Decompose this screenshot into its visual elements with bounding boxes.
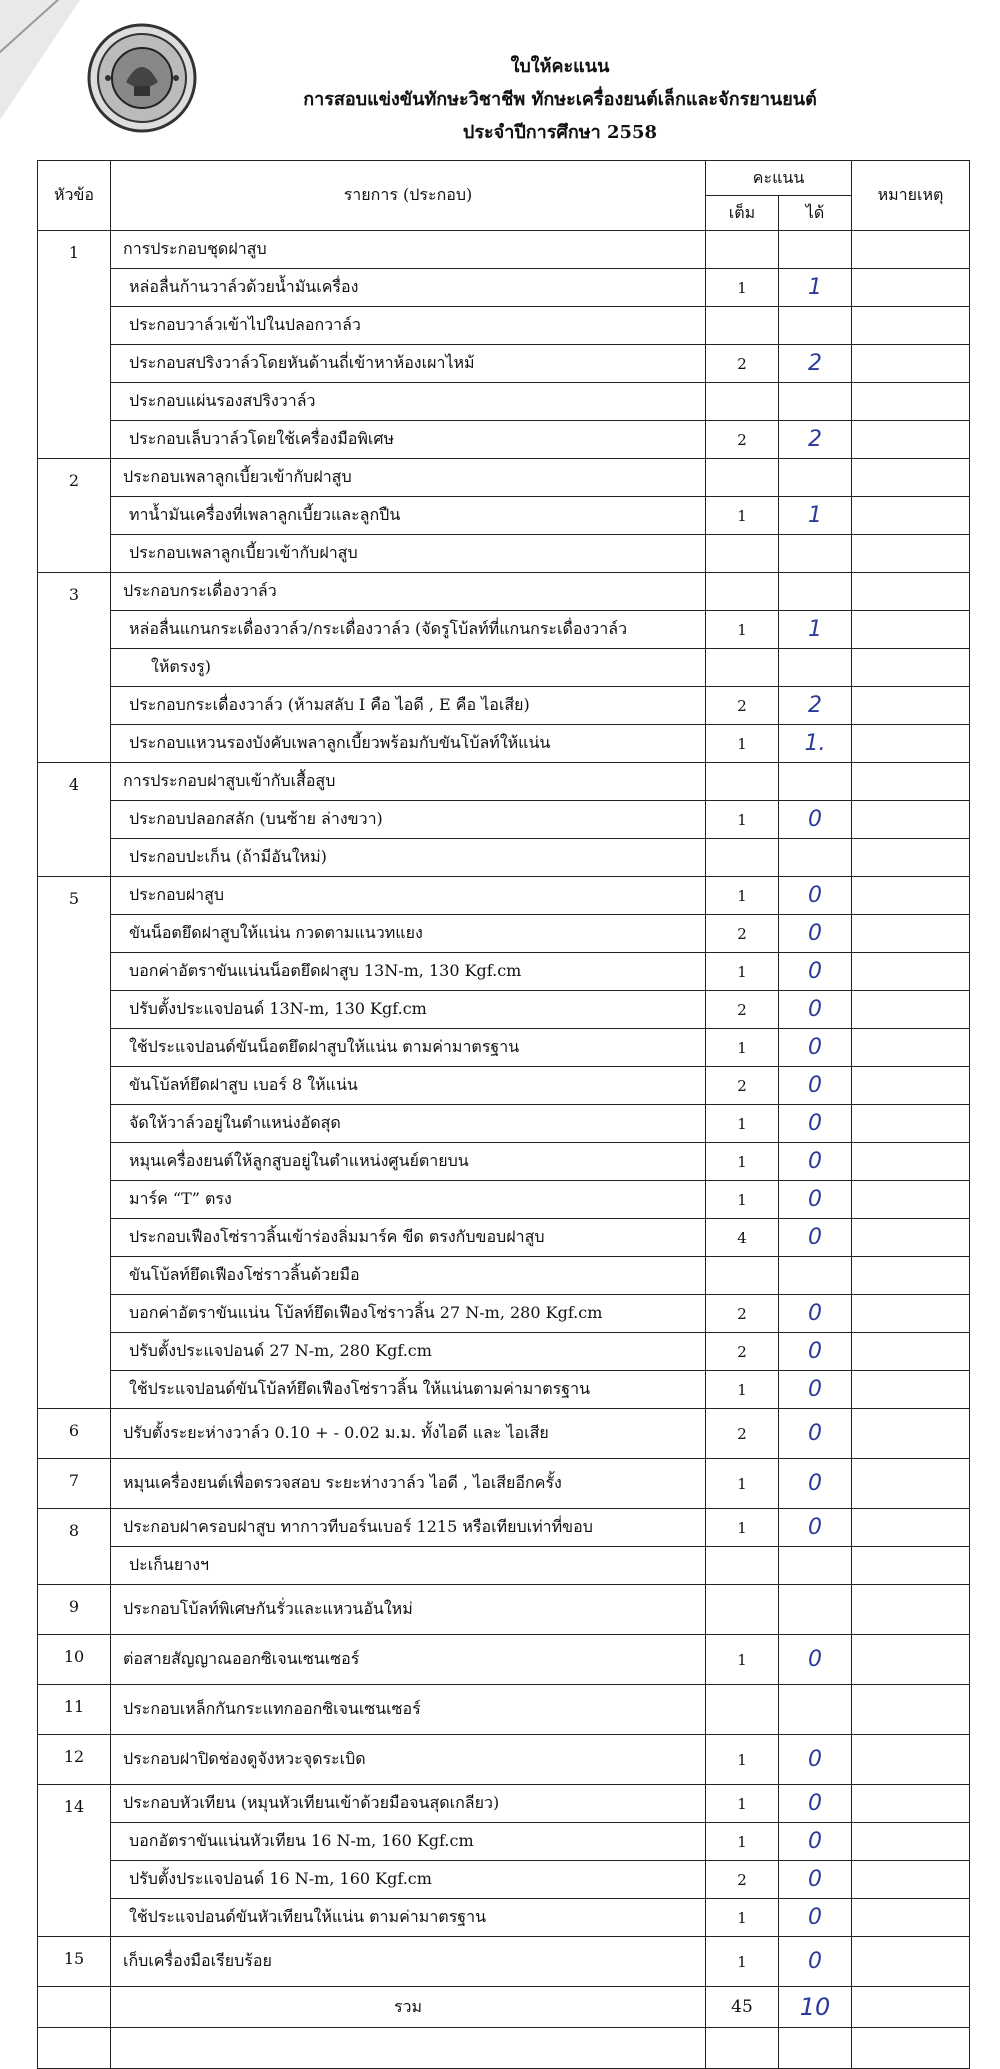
header-item: รายการ (ประกอบ) bbox=[111, 161, 706, 231]
row-note bbox=[852, 1685, 970, 1735]
table-row bbox=[38, 1547, 970, 1585]
table-row bbox=[38, 1635, 970, 1685]
row-full-score: 1 bbox=[706, 1459, 779, 1509]
table-row bbox=[38, 1219, 970, 1257]
row-item-text: ใช้ประแจปอนด์ขันน็อตยึดฝาสูบให้แน่น ตามค่ามาตรฐาน bbox=[111, 1029, 706, 1067]
row-note bbox=[852, 839, 970, 877]
table-row bbox=[38, 1333, 970, 1371]
row-obtained-score bbox=[779, 1547, 852, 1585]
row-item-text: ประกอบปะเก็น (ถ้ามีอันใหม่) bbox=[111, 839, 706, 877]
row-item-text: ประกอบแหวนรองบังคับเพลาลูกเบี้ยวพร้อมกับขันโบ้ลท์ให้แน่น bbox=[111, 725, 706, 763]
row-full-score bbox=[706, 763, 779, 801]
row-item-text: ปรับตั้งประแจปอนด์ 27 N-m, 280 Kgf.cm bbox=[111, 1333, 706, 1371]
row-note bbox=[852, 915, 970, 953]
row-obtained-score bbox=[779, 839, 852, 877]
row-item-text: ประกอบสปริงวาล์วโดยหันด้านถี่เข้าหาห้องเผาไหม้ bbox=[111, 345, 706, 383]
row-full-score: 1 bbox=[706, 877, 779, 915]
row-item-text: ประกอบวาล์วเข้าไปในปลอกวาล์ว bbox=[111, 307, 706, 345]
row-obtained-score: 0 bbox=[779, 1735, 852, 1785]
table-row bbox=[38, 649, 970, 687]
row-item-text: ขันน็อตยึดฝาสูบให้แน่น กวดตามแนวทแยง bbox=[111, 915, 706, 953]
table-row bbox=[38, 269, 970, 307]
row-item-text: หมุนเครื่องยนต์เพื่อตรวจสอบ ระยะห่างวาล์ว ไอดี , ไอเสียอีกครั้ง bbox=[111, 1459, 706, 1509]
row-obtained-score: 0 bbox=[779, 1143, 852, 1181]
institution-seal-icon bbox=[86, 22, 198, 134]
row-obtained-score: 0 bbox=[779, 1219, 852, 1257]
row-note bbox=[852, 1937, 970, 1987]
row-item-text: ให้ตรงรู) bbox=[111, 649, 706, 687]
row-obtained-score: 2 bbox=[779, 421, 852, 459]
table-row bbox=[38, 1509, 970, 1547]
row-note bbox=[852, 269, 970, 307]
row-full-score: 2 bbox=[706, 345, 779, 383]
row-full-score: 1 bbox=[706, 1143, 779, 1181]
row-item-text: ประกอบฝาสูบ bbox=[111, 877, 706, 915]
row-full-score bbox=[706, 649, 779, 687]
row-obtained-score: 1 bbox=[779, 611, 852, 649]
row-item-text: ประกอบแผ่นรองสปริงวาล์ว bbox=[111, 383, 706, 421]
blank-cell bbox=[852, 2028, 970, 2069]
row-item-text: การประกอบชุดฝาสูบ bbox=[111, 231, 706, 269]
row-item-text: หมุนเครื่องยนต์ให้ลูกสูบอยู่ในตำแหน่งศูนย์ตายบน bbox=[111, 1143, 706, 1181]
table-row bbox=[38, 1143, 970, 1181]
row-full-score: 2 bbox=[706, 1861, 779, 1899]
score-table bbox=[37, 160, 970, 2069]
row-obtained-score: 0 bbox=[779, 1899, 852, 1937]
row-item-text: ใช้ประแจปอนด์ขันหัวเทียนให้แน่น ตามค่ามาตรฐาน bbox=[111, 1899, 706, 1937]
row-full-score: 1 bbox=[706, 1371, 779, 1409]
total-obtained-score: 10 bbox=[779, 1987, 852, 2028]
row-full-score bbox=[706, 535, 779, 573]
row-full-score: 1 bbox=[706, 1105, 779, 1143]
row-full-score: 1 bbox=[706, 1785, 779, 1823]
row-topic-number: 14 bbox=[38, 1785, 111, 1937]
row-obtained-score: 0 bbox=[779, 991, 852, 1029]
row-item-text: หล่อลื่นก้านวาล์วด้วยน้ำมันเครื่อง bbox=[111, 269, 706, 307]
row-full-score bbox=[706, 1257, 779, 1295]
row-obtained-score: 0 bbox=[779, 1937, 852, 1987]
total-note-cell bbox=[852, 1987, 970, 2028]
row-obtained-score: 0 bbox=[779, 1785, 852, 1823]
table-row bbox=[38, 1067, 970, 1105]
row-item-text: ประกอบฝาปิดช่องดูจังหวะจุดระเบิด bbox=[111, 1735, 706, 1785]
row-full-score: 1 bbox=[706, 269, 779, 307]
row-topic-number: 15 bbox=[38, 1937, 111, 1987]
table-row bbox=[38, 1585, 970, 1635]
row-note bbox=[852, 611, 970, 649]
table-row bbox=[38, 611, 970, 649]
table-row bbox=[38, 1823, 970, 1861]
row-item-text: การประกอบฝาสูบเข้ากับเสื้อสูบ bbox=[111, 763, 706, 801]
row-note bbox=[852, 877, 970, 915]
table-row bbox=[38, 231, 970, 269]
row-topic-number: 6 bbox=[38, 1409, 111, 1459]
row-topic-number: 12 bbox=[38, 1735, 111, 1785]
row-item-text: ขันโบ้ลท์ยึดเฟืองโซ่ราวลิ้นด้วยมือ bbox=[111, 1257, 706, 1295]
row-note bbox=[852, 801, 970, 839]
table-row bbox=[38, 915, 970, 953]
row-note bbox=[852, 991, 970, 1029]
row-full-score: 1 bbox=[706, 1899, 779, 1937]
row-note bbox=[852, 1785, 970, 1823]
table-row bbox=[38, 801, 970, 839]
row-obtained-score: 0 bbox=[779, 953, 852, 991]
row-note bbox=[852, 1105, 970, 1143]
row-full-score bbox=[706, 1547, 779, 1585]
table-row bbox=[38, 763, 970, 801]
row-full-score: 2 bbox=[706, 991, 779, 1029]
row-note bbox=[852, 421, 970, 459]
row-topic-number: 4 bbox=[38, 763, 111, 877]
row-item-text: ประกอบโบ้ลท์พิเศษกันรั่วและแหวนอันใหม่ bbox=[111, 1585, 706, 1635]
row-item-text: ทาน้ำมันเครื่องที่เพลาลูกเบี้ยวและลูกปืน bbox=[111, 497, 706, 535]
total-label: รวม bbox=[111, 1987, 706, 2028]
row-full-score bbox=[706, 307, 779, 345]
row-note bbox=[852, 1257, 970, 1295]
table-row bbox=[38, 307, 970, 345]
row-note bbox=[852, 649, 970, 687]
document-header bbox=[300, 50, 820, 149]
row-topic-number: 8 bbox=[38, 1509, 111, 1585]
document-subtitle: การสอบแข่งขันทักษะวิชาชีพ ทักษะเครื่องยนต์เล็กและจักรยานยนต์ bbox=[303, 89, 817, 110]
row-obtained-score: 0 bbox=[779, 1067, 852, 1105]
table-row bbox=[38, 535, 970, 573]
row-item-text: จัดให้วาล์วอยู่ในตำแหน่งอัดสุด bbox=[111, 1105, 706, 1143]
table-row bbox=[38, 1105, 970, 1143]
blank-cell bbox=[111, 2028, 706, 2069]
row-obtained-score bbox=[779, 763, 852, 801]
table-row bbox=[38, 1785, 970, 1823]
row-obtained-score: 0 bbox=[779, 1105, 852, 1143]
row-topic-number: 5 bbox=[38, 877, 111, 1409]
row-note bbox=[852, 1735, 970, 1785]
row-item-text: ปรับตั้งประแจปอนด์ 13N-m, 130 Kgf.cm bbox=[111, 991, 706, 1029]
row-full-score: 2 bbox=[706, 1409, 779, 1459]
row-full-score bbox=[706, 459, 779, 497]
table-row bbox=[38, 345, 970, 383]
row-note bbox=[852, 953, 970, 991]
row-obtained-score bbox=[779, 573, 852, 611]
table-row bbox=[38, 1861, 970, 1899]
table-row bbox=[38, 1459, 970, 1509]
row-obtained-score: 1 bbox=[779, 497, 852, 535]
row-note bbox=[852, 231, 970, 269]
row-obtained-score: 0 bbox=[779, 1295, 852, 1333]
row-full-score: 1 bbox=[706, 725, 779, 763]
blank-cell bbox=[779, 2028, 852, 2069]
table-row bbox=[38, 953, 970, 991]
row-note bbox=[852, 1333, 970, 1371]
table-row bbox=[38, 1685, 970, 1735]
row-obtained-score bbox=[779, 307, 852, 345]
row-obtained-score: 0 bbox=[779, 915, 852, 953]
table-row bbox=[38, 1735, 970, 1785]
row-full-score: 1 bbox=[706, 1735, 779, 1785]
row-note bbox=[852, 497, 970, 535]
row-obtained-score: 0 bbox=[779, 1861, 852, 1899]
row-item-text: ประกอบฝาครอบฝาสูบ ทากาวทีบอร์นเบอร์ 1215 หรือเทียบเท่าที่ขอบ bbox=[111, 1509, 706, 1547]
row-item-text: ประกอบเล็บวาล์วโดยใช้เครื่องมือพิเศษ bbox=[111, 421, 706, 459]
total-no-cell bbox=[38, 1987, 111, 2028]
header-note: หมายเหตุ bbox=[852, 161, 970, 231]
row-note bbox=[852, 763, 970, 801]
row-full-score: 1 bbox=[706, 953, 779, 991]
row-full-score bbox=[706, 383, 779, 421]
row-note bbox=[852, 1295, 970, 1333]
row-full-score bbox=[706, 1685, 779, 1735]
row-obtained-score: 2 bbox=[779, 345, 852, 383]
table-row bbox=[38, 1029, 970, 1067]
row-full-score: 2 bbox=[706, 687, 779, 725]
row-obtained-score bbox=[779, 535, 852, 573]
row-note bbox=[852, 687, 970, 725]
header-no: หัวข้อ bbox=[38, 161, 111, 231]
row-note bbox=[852, 345, 970, 383]
header-score: คะแนน bbox=[706, 161, 852, 196]
total-full-score: 45 bbox=[706, 1987, 779, 2028]
row-obtained-score: 1 bbox=[779, 269, 852, 307]
table-row bbox=[38, 1371, 970, 1409]
document-title: ใบให้คะแนน bbox=[510, 56, 610, 77]
row-topic-number: 3 bbox=[38, 573, 111, 763]
blank-row bbox=[38, 2028, 970, 2069]
row-topic-number: 2 bbox=[38, 459, 111, 573]
row-note bbox=[852, 1547, 970, 1585]
row-item-text: ประกอบเพลาลูกเบี้ยวเข้ากับฝาสูบ bbox=[111, 535, 706, 573]
table-row bbox=[38, 459, 970, 497]
row-note bbox=[852, 1459, 970, 1509]
row-full-score: 2 bbox=[706, 1067, 779, 1105]
row-item-text: ปรับตั้งระยะห่างวาล์ว 0.10 + - 0.02 ม.ม. ทั้งไอดี และ ไอเสีย bbox=[111, 1409, 706, 1459]
header-got: ได้ bbox=[779, 196, 852, 231]
row-full-score bbox=[706, 573, 779, 611]
row-topic-number: 9 bbox=[38, 1585, 111, 1635]
row-item-text: ประกอบเหล็กกันกระแทกออกซิเจนเซนเซอร์ bbox=[111, 1685, 706, 1735]
row-obtained-score: 0 bbox=[779, 1635, 852, 1685]
row-item-text: บอกค่าอัตราขันแน่นน็อตยึดฝาสูบ 13N-m, 130 Kgf.cm bbox=[111, 953, 706, 991]
row-note bbox=[852, 573, 970, 611]
row-obtained-score: 0 bbox=[779, 1029, 852, 1067]
row-obtained-score: 0 bbox=[779, 1459, 852, 1509]
row-item-text: ปรับตั้งประแจปอนด์ 16 N-m, 160 Kgf.cm bbox=[111, 1861, 706, 1899]
table-row bbox=[38, 839, 970, 877]
row-note bbox=[852, 1899, 970, 1937]
row-full-score: 1 bbox=[706, 1823, 779, 1861]
document-year: ประจำปีการศึกษา 2558 bbox=[462, 122, 658, 143]
row-obtained-score bbox=[779, 649, 852, 687]
row-full-score: 1 bbox=[706, 611, 779, 649]
row-note bbox=[852, 1635, 970, 1685]
row-note bbox=[852, 1067, 970, 1105]
table-row bbox=[38, 1257, 970, 1295]
row-topic-number: 7 bbox=[38, 1459, 111, 1509]
row-item-text: ปะเก็นยางฯ bbox=[111, 1547, 706, 1585]
row-note bbox=[852, 459, 970, 497]
row-obtained-score bbox=[779, 1257, 852, 1295]
row-note bbox=[852, 383, 970, 421]
row-note bbox=[852, 1371, 970, 1409]
table-row bbox=[38, 725, 970, 763]
table-row bbox=[38, 1295, 970, 1333]
row-full-score: 1 bbox=[706, 1635, 779, 1685]
row-note bbox=[852, 1509, 970, 1547]
row-note bbox=[852, 1409, 970, 1459]
row-obtained-score: 0 bbox=[779, 1333, 852, 1371]
blank-cell bbox=[38, 2028, 111, 2069]
row-full-score: 2 bbox=[706, 1333, 779, 1371]
row-full-score bbox=[706, 839, 779, 877]
row-item-text: มาร์ค “T” ตรง bbox=[111, 1181, 706, 1219]
table-row bbox=[38, 573, 970, 611]
row-full-score: 2 bbox=[706, 421, 779, 459]
row-note bbox=[852, 1823, 970, 1861]
row-obtained-score bbox=[779, 383, 852, 421]
table-row bbox=[38, 991, 970, 1029]
row-note bbox=[852, 1585, 970, 1635]
row-item-text: ประกอบปลอกสลัก (บนซ้าย ล่างขวา) bbox=[111, 801, 706, 839]
row-note bbox=[852, 1861, 970, 1899]
row-full-score: 1 bbox=[706, 1029, 779, 1067]
row-full-score: 1 bbox=[706, 1181, 779, 1219]
row-full-score: 2 bbox=[706, 915, 779, 953]
row-note bbox=[852, 1181, 970, 1219]
row-item-text: บอกค่าอัตราขันแน่น โบ้ลท์ยึดเฟืองโซ่ราวลิ้น 27 N-m, 280 Kgf.cm bbox=[111, 1295, 706, 1333]
row-note bbox=[852, 307, 970, 345]
row-obtained-score bbox=[779, 1585, 852, 1635]
row-item-text: ประกอบกระเดื่องวาล์ว (ห้ามสลับ I คือ ไอดี , E คือ ไอเสีย) bbox=[111, 687, 706, 725]
row-obtained-score: 0 bbox=[779, 1409, 852, 1459]
row-obtained-score: 0 bbox=[779, 801, 852, 839]
row-full-score bbox=[706, 231, 779, 269]
row-full-score: 2 bbox=[706, 1295, 779, 1333]
row-item-text: ประกอบกระเดื่องวาล์ว bbox=[111, 573, 706, 611]
table-row bbox=[38, 1181, 970, 1219]
row-item-text: ขันโบ้ลท์ยึดฝาสูบ เบอร์ 8 ให้แน่น bbox=[111, 1067, 706, 1105]
row-obtained-score bbox=[779, 459, 852, 497]
row-full-score: 1 bbox=[706, 801, 779, 839]
table-row bbox=[38, 421, 970, 459]
row-obtained-score bbox=[779, 1685, 852, 1735]
table-row bbox=[38, 1899, 970, 1937]
row-item-text: ต่อสายสัญญาณออกซิเจนเซนเซอร์ bbox=[111, 1635, 706, 1685]
table-row bbox=[38, 687, 970, 725]
row-topic-number: 1 bbox=[38, 231, 111, 459]
row-item-text: ประกอบหัวเทียน (หมุนหัวเทียนเข้าด้วยมือจนสุดเกลียว) bbox=[111, 1785, 706, 1823]
row-note bbox=[852, 1143, 970, 1181]
row-obtained-score: 0 bbox=[779, 1181, 852, 1219]
row-obtained-score: 2 bbox=[779, 687, 852, 725]
row-full-score: 1 bbox=[706, 1509, 779, 1547]
blank-cell bbox=[706, 2028, 779, 2069]
row-full-score: 1 bbox=[706, 497, 779, 535]
row-full-score bbox=[706, 1585, 779, 1635]
row-topic-number: 10 bbox=[38, 1635, 111, 1685]
row-note bbox=[852, 535, 970, 573]
row-obtained-score: 0 bbox=[779, 1371, 852, 1409]
row-obtained-score: 0 bbox=[779, 1509, 852, 1547]
row-obtained-score: 0 bbox=[779, 1823, 852, 1861]
page-corner-fold bbox=[0, 0, 80, 120]
table-row bbox=[38, 1937, 970, 1987]
row-obtained-score: 0 bbox=[779, 877, 852, 915]
row-full-score: 4 bbox=[706, 1219, 779, 1257]
row-obtained-score bbox=[779, 231, 852, 269]
row-obtained-score: 1. bbox=[779, 725, 852, 763]
row-full-score: 1 bbox=[706, 1937, 779, 1987]
row-item-text: หล่อลื่นแกนกระเดื่องวาล์ว/กระเดื่องวาล์ว (จัดรูโบ้ลท์ที่แกนกระเดื่องวาล์ว bbox=[111, 611, 706, 649]
table-row bbox=[38, 383, 970, 421]
row-item-text: ใช้ประแจปอนด์ขันโบ้ลท์ยึดเฟืองโซ่ราวลิ้น ให้แน่นตามค่ามาตรฐาน bbox=[111, 1371, 706, 1409]
row-item-text: ประกอบเพลาลูกเบี้ยวเข้ากับฝาสูบ bbox=[111, 459, 706, 497]
row-item-text: บอกอัตราขันแน่นหัวเทียน 16 N-m, 160 Kgf.cm bbox=[111, 1823, 706, 1861]
row-item-text: เก็บเครื่องมือเรียบร้อย bbox=[111, 1937, 706, 1987]
table-row bbox=[38, 877, 970, 915]
row-note bbox=[852, 725, 970, 763]
total-row bbox=[38, 1987, 970, 2028]
header-full: เต็ม bbox=[706, 196, 779, 231]
table-row bbox=[38, 1409, 970, 1459]
table-row bbox=[38, 497, 970, 535]
row-note bbox=[852, 1029, 970, 1067]
row-note bbox=[852, 1219, 970, 1257]
row-item-text: ประกอบเฟืองโซ่ราวลิ้นเข้าร่องลิ่มมาร์ค ขีด ตรงกับขอบฝาสูบ bbox=[111, 1219, 706, 1257]
row-topic-number: 11 bbox=[38, 1685, 111, 1735]
